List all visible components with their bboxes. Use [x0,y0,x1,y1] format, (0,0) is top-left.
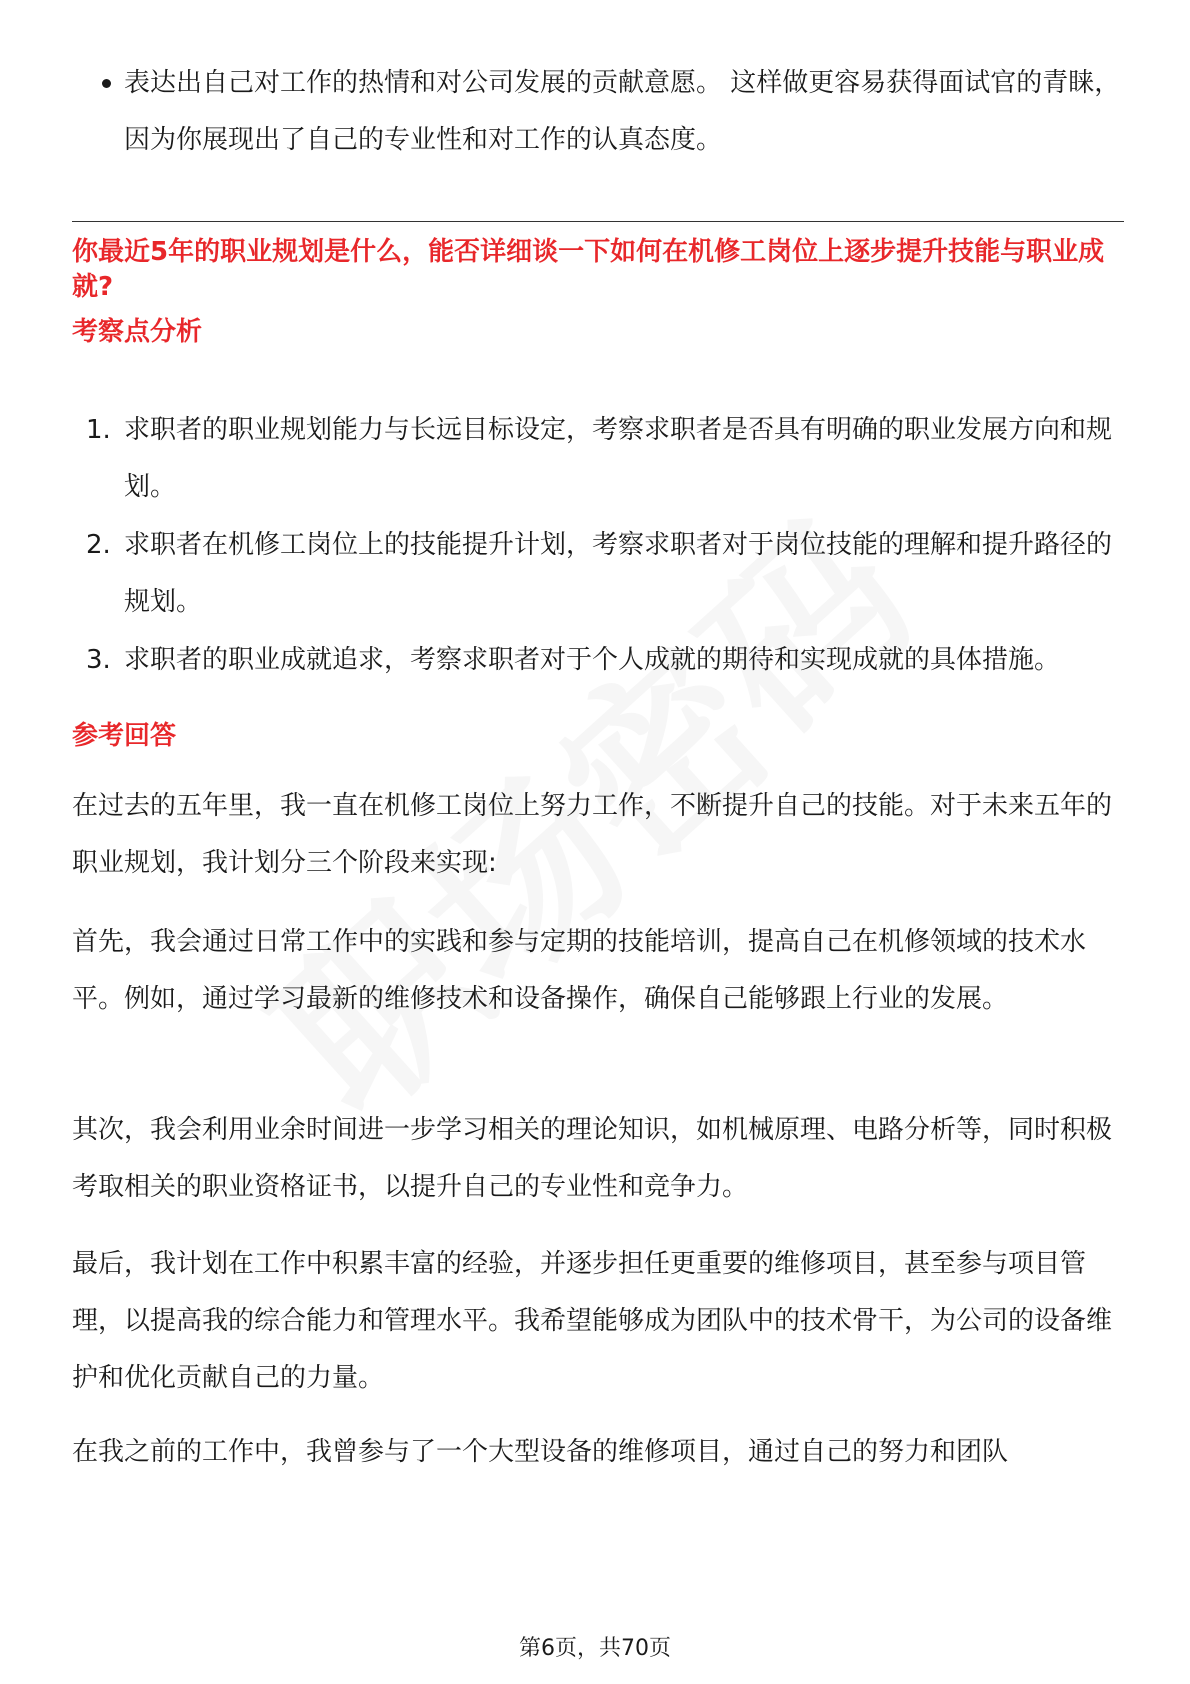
answer-paragraph-text: 最后，我计划在工作中积累丰富的经验，并逐步担任更重要的维修项目，甚至参与项目管理，以提高我的综合能力和管理水平。我希望能够成为团队中的技术骨干，为公司的设备维护和优化贡献自己的力量。 [72,1249,1113,1393]
list-item-number: 2. [86,530,111,560]
answer-paragraph [72,778,1124,892]
answer-paragraph [72,1236,1124,1407]
answer-paragraph-text: 首先，我会通过日常工作中的实践和参与定期的技能培训，提高自己在机修领域的技术水平。例如，通过学习最新的维修技术和设备操作，确保自己能够跟上行业的发展。 [72,927,1087,1014]
answer-paragraph-text: 其次，我会利用业余时间进一步学习相关的理论知识，如机械原理、电路分析等，同时积极考取相关的职业资格证书，以提升自己的专业性和竞争力。 [72,1115,1113,1202]
document-page [72,0,1124,1684]
list-item [72,517,1124,631]
intro-bullet-text: 表达出自己对工作的热情和对公司发展的贡献意愿。 这样做更容易获得面试官的青睐，因为你展现出了自己的专业性和对工作的认真态度。 [124,68,1121,155]
list-item [72,402,1124,516]
section-divider [72,221,1124,222]
analysis-list [72,402,1124,690]
answer-paragraph [72,1424,1124,1481]
answer-paragraph-text: 在过去的五年里，我一直在机修工岗位上努力工作，不断提升自己的技能。对于未来五年的职业规划，我计划分三个阶段来实现: [72,791,1113,878]
list-item-text: 求职者的职业规划能力与长远目标设定，考察求职者是否具有明确的职业发展方向和规划。 [124,415,1113,502]
list-item-number: 3. [86,645,111,675]
answer-paragraph-text: 在我之前的工作中，我曾参与了一个大型设备的维修项目，通过自己的努力和团队 [72,1437,1009,1467]
bullet-dot-icon [102,79,111,88]
intro-bullet-item [72,55,1124,169]
question-title: 你最近5年的职业规划是什么，能否详细谈一下如何在机修工岗位上逐步提升技能与职业成就? [72,237,1105,302]
answer-paragraph [72,1102,1124,1216]
list-item-text: 求职者的职业成就追求，考察求职者对于个人成就的期待和实现成就的具体措施。 [124,645,1061,675]
answer-heading: 参考回答 [72,721,177,751]
list-item-text: 求职者在机修工岗位上的技能提升计划，考察求职者对于岗位技能的理解和提升路径的规划。 [124,530,1113,617]
list-item [72,632,1124,689]
analysis-heading: 考察点分析 [72,317,203,347]
page-footer: 第6页，共70页 [519,1636,671,1661]
list-item-number: 1. [86,415,111,445]
answer-paragraph [72,914,1124,1028]
